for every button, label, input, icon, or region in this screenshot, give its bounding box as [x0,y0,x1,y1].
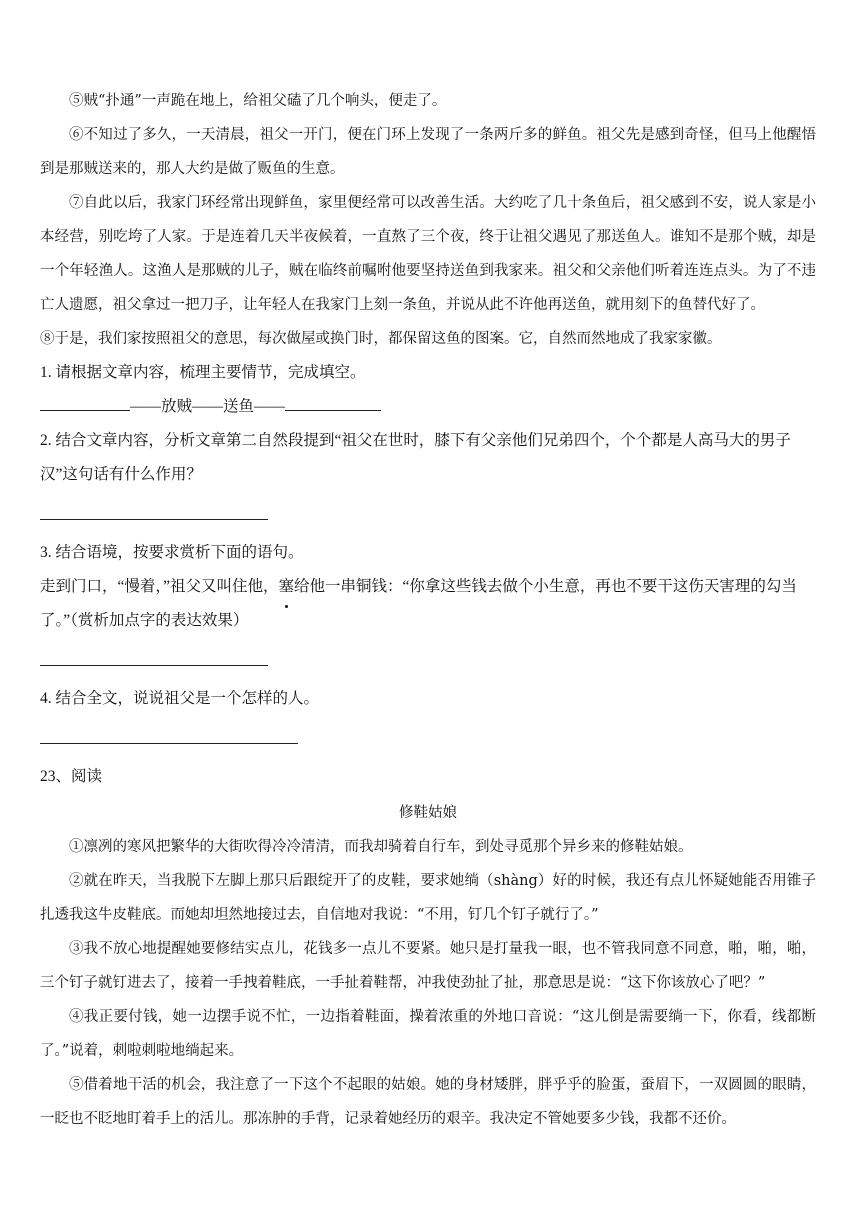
story-title: 修鞋姑娘 [399,805,457,821]
question-3: 3. 结合语境，按要求赏析下面的语句。 [40,544,304,561]
question-3-quote [40,570,816,638]
question-1-middle: ——放贼——送鱼—— [130,398,286,415]
question-1-fill [40,390,816,424]
document-page [40,84,816,1136]
section-paragraph-1: ①凛冽的寒风把繁华的大街吹得冷冷清清，而我却骑着自行车，到处寻觅那个异乡来的修鞋姑娘。 [69,839,693,855]
question-2: 2. 结合文章内容，分析文章第二自然段提到“祖父在世时，膝下有父亲他们兄弟四个，个个都是人高马大的男子汉”这句话有什么作用？ [40,432,791,483]
section-paragraph-3: ③我不放心地提醒她要修结实点儿，花钱多一点儿不要紧。她只是打量我一眼，也不管我同意不同意，啪，啪，啪，三个钉子就钉进去了，接着一手拽着鞋底，一手扯着鞋帮，冲我使劲扯了扯，那意思是说：“这下你该放心了吧？” [40,941,816,991]
quote-part-a: 走到门口，“慢着，”祖父又叫住他， [40,578,279,595]
blank-after[interactable] [285,394,381,411]
story-paragraph-5: ⑤贼“扑通”一声跪在地上，给祖父磕了几个响头，便走了。 [69,93,447,109]
section-paragraph-5: ⑤借着地干活的机会，我注意了一下这个不起眼的姑娘。她的身材矮胖，胖乎乎的脸蛋，蚕眉下，一双圆圆的眼睛，一眨也不眨地盯着手上的活儿。那冻肿的手背，记录着她经历的艰辛。我决定不管她要多少钱，我都不还价。 [40,1077,816,1127]
answer-line-q3[interactable] [40,664,268,666]
story-paragraph-6: ⑥不知过了多久，一天清晨，祖父一开门，便在门环上发现了一条两斤多的鲜鱼。祖父先是感到奇怪，但马上他醒悟到是那贼送来的，那人大约是做了贩鱼的生意。 [40,127,816,177]
dotted-char: 塞 [279,570,295,604]
section-paragraph-2: ②就在昨天，当我脱下左脚上那只后跟绽开了的皮鞋，要求她绱（shàng）好的时候，我还有点儿怀疑她能否用锥子扎透我这牛皮鞋底。而她却坦然地接过去，自信地对我说：“不用，钉几个钉子就行了。” [40,873,816,923]
answer-line-q2[interactable] [40,518,268,520]
section-heading: 23、阅读 [40,768,103,785]
story-paragraph-7: ⑦自此以后，我家门环经常出现鲜鱼，家里便经常可以改善生活。大约吃了几十条鱼后，祖父感到不安，说人家是小本经营，别吃垮了人家。于是连着几天半夜候着，一直熬了三个夜，终于让祖父遇见了那送鱼人。谁知不是那个贼，却是一个年轻渔人。这渔人是那贼的儿子，贼在临终前嘱咐他要坚持送鱼到我家来。祖父和父亲他们听着连连点头。为了不违亡人遗愿，祖父拿过一把刀子，让年轻人在我家门上刻一条鱼，并说从此不许他再送鱼，就用刻下的鱼替代好了。 [40,195,816,313]
answer-line-q4[interactable] [40,742,298,744]
quote-part-b: 给他一串铜钱：“你拿这些钱去做个小生意，再也不要干这伤天害理的勾当了。”（赏析加点字的表达效果） [40,578,797,629]
section-paragraph-4: ④我正要付钱，她一边摆手说不忙，一边指着鞋面，操着浓重的外地口音说：“这儿倒是需要绱一下，你看，线都断了。”说着，刺啦刺啦地绱起来。 [40,1009,816,1059]
story-paragraph-8: ⑧于是，我们家按照祖父的意思，每次做屋或换门时，都保留这鱼的图案。它，自然而然地成了我家家徽。 [40,331,722,347]
question-4: 4. 结合全文，说说祖父是一个怎样的人。 [40,690,320,707]
question-1: 1. 请根据文章内容，梳理主要情节，完成填空。 [40,364,366,381]
blank-before[interactable] [40,394,130,411]
